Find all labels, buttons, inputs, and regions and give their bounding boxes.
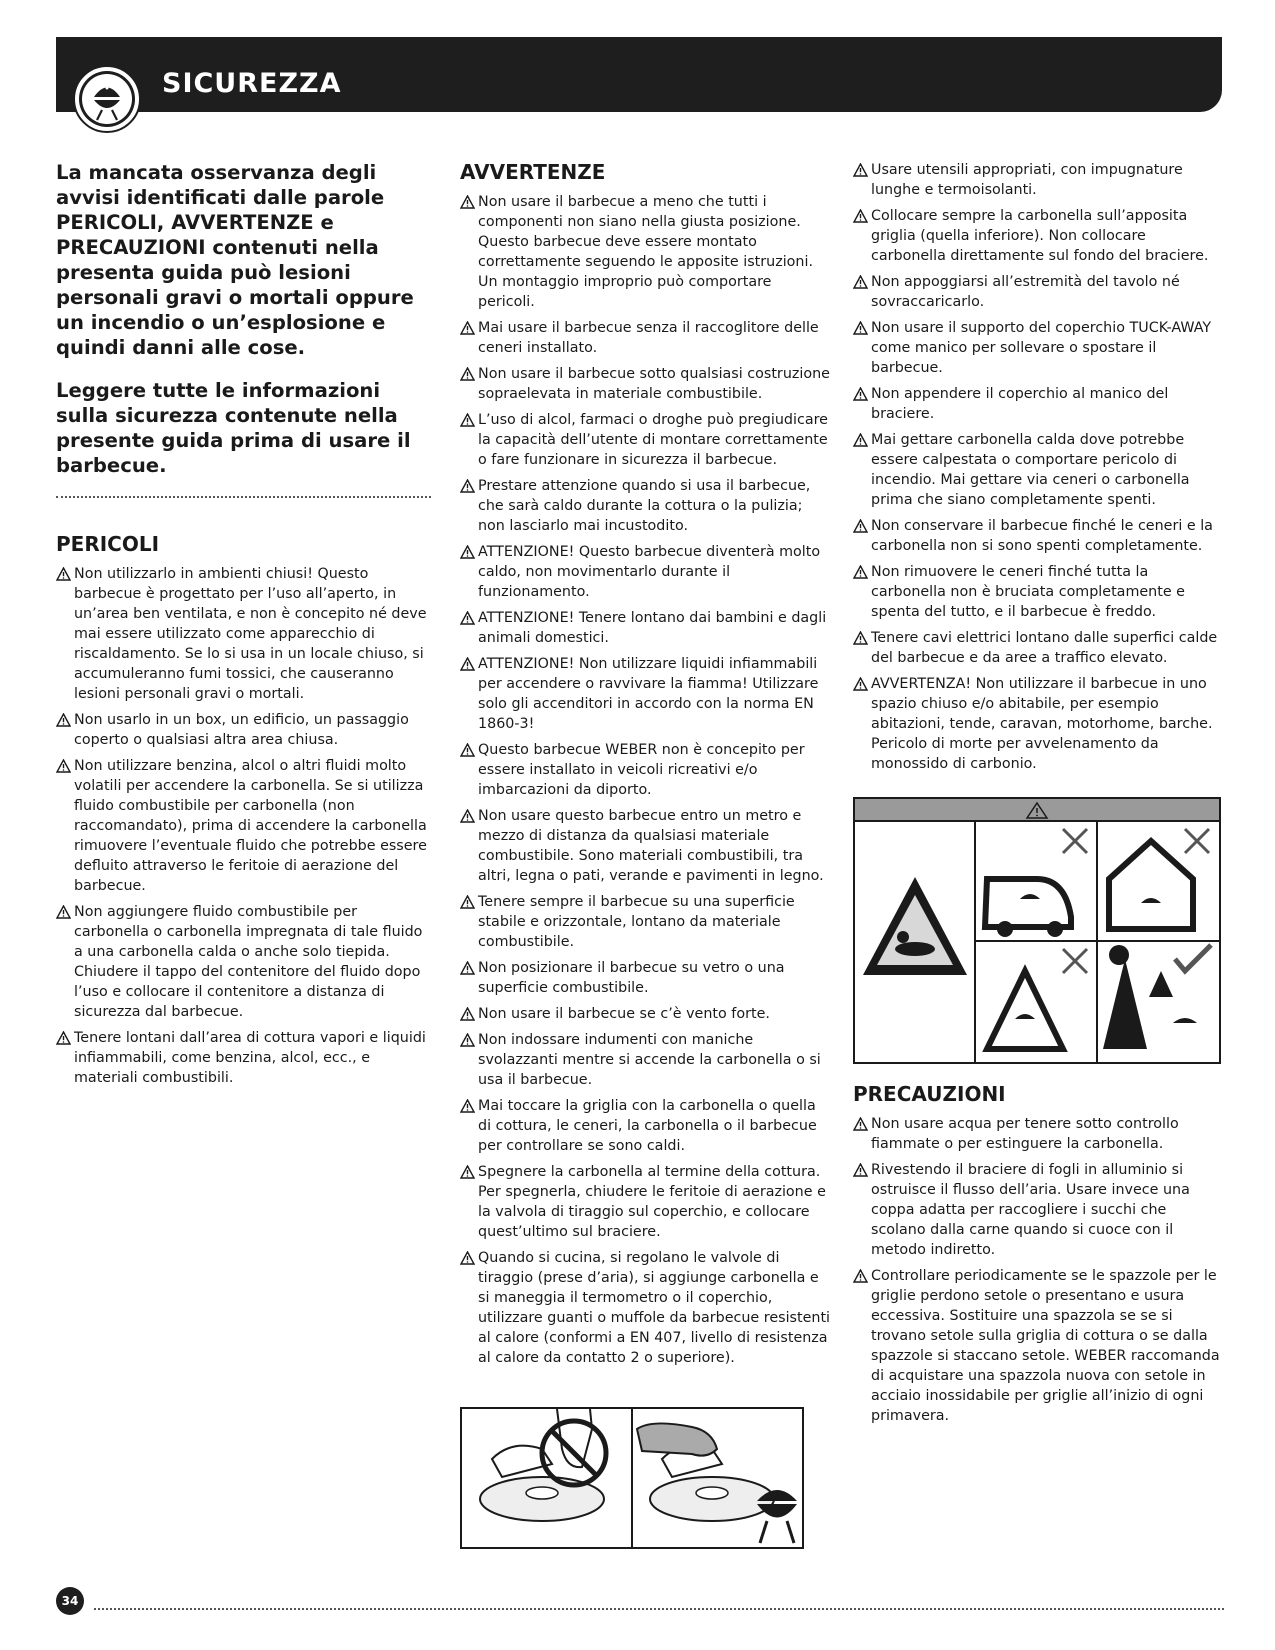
warning-item xyxy=(853,430,1225,510)
avvertenze-list xyxy=(460,192,832,1368)
warning-text: Mai usare il barbecue senza il raccoglitore delle ceneri installato. xyxy=(478,320,819,356)
warning-triangle-icon xyxy=(460,1251,475,1265)
warning-text: Mai toccare la griglia con la carbonella o quella di cottura, le ceneri, la carbonella o il barbecue per controllare se sono caldi. xyxy=(478,1098,817,1154)
warning-item xyxy=(460,318,832,358)
warning-triangle-icon xyxy=(460,743,475,757)
warning-item xyxy=(460,654,832,734)
avvertenze-continued-list xyxy=(853,160,1225,774)
warning-triangle-icon xyxy=(853,1163,868,1177)
warning-triangle-icon xyxy=(56,759,71,773)
warning-triangle-icon xyxy=(460,195,475,209)
warning-text: Collocare sempre la carbonella sull’apposita griglia (quella inferiore). Non collocare carbonella direttamente sul fondo del braciere. xyxy=(871,208,1209,264)
warning-item xyxy=(853,516,1225,556)
warning-item xyxy=(853,272,1225,312)
warning-triangle-icon xyxy=(853,631,868,645)
warning-item xyxy=(853,1266,1225,1426)
warning-text: L’uso di alcol, farmaci o droghe può pregiudicare la capacità dell’utente di montare correttamente o fare funzionare in sicurezza il barbecue. xyxy=(478,412,828,468)
warning-text: Tenere lontani dall’area di cottura vapori e liquidi infiammabili, come benzina, alcol, ecc., e materiali combustibili. xyxy=(74,1030,426,1086)
precauzioni-heading: PRECAUZIONI xyxy=(853,1082,1006,1106)
warning-triangle-icon xyxy=(853,275,868,289)
warning-triangle-icon xyxy=(460,479,475,493)
cross-icon xyxy=(1063,949,1087,973)
warning-item xyxy=(460,1004,832,1024)
warning-item xyxy=(853,206,1225,266)
warning-text: Non utilizzare benzina, alcol o altri fluidi molto volatili per accendere la carbonella. Se si utilizza fluido combustibile per carbonella (non raccomandato), prima di accendere la carbonella rimuovere l’eventuale fluido che potrebbe essere defluito attraverso le feritoie di aerazione del barbecue. xyxy=(74,758,427,894)
camper-van-icon xyxy=(985,879,1071,937)
grill-logo-icon xyxy=(72,64,142,134)
warning-triangle-icon xyxy=(460,809,475,823)
warning-triangle-icon xyxy=(853,209,868,223)
warning-triangle-icon xyxy=(56,567,71,581)
warning-triangle-icon xyxy=(853,321,868,335)
warning-triangle-icon xyxy=(460,961,475,975)
warning-triangle-icon xyxy=(460,895,475,909)
column-middle xyxy=(460,160,832,1374)
enclosed-space-pictogram xyxy=(853,797,1221,1064)
warning-text: Non usare il barbecue sotto qualsiasi costruzione sopraelevata in materiale combustibile. xyxy=(478,366,830,402)
warning-item xyxy=(853,562,1225,622)
warning-text: ATTENZIONE! Tenere lontano dai bambini e dagli animali domestici. xyxy=(478,610,827,646)
page-title: SICUREZZA xyxy=(162,68,342,99)
warning-text: Non indossare indumenti con maniche svolazzanti mentre si accende la carbonella o si usa il barbecue. xyxy=(478,1032,821,1088)
warning-item xyxy=(460,192,832,312)
warning-item xyxy=(460,1162,832,1242)
gloved-hand-lid-icon xyxy=(637,1423,774,1521)
warning-text: Non usare questo barbecue entro un metro e mezzo di distanza da qualsiasi materiale combustibile. Sono materiali combustibili, tra altri, legna o pati, verande e pavimenti in legno. xyxy=(478,808,824,884)
cross-icon xyxy=(1063,829,1087,853)
footer-divider xyxy=(94,1608,1224,1610)
warning-item xyxy=(460,1030,832,1090)
warning-text: Quando si cucina, si regolano le valvole di tiraggio (prese d’aria), si aggiunge carbonella e si maneggia il termometro o il coperchio, utilizzare guanti o muffole da barbecue resistenti al calore (conformi a EN 407, livello di resistenza al calore da contatto 2 o superiore). xyxy=(478,1250,831,1366)
warning-triangle-icon xyxy=(460,1165,475,1179)
warning-item xyxy=(853,628,1225,668)
precauzioni-section xyxy=(853,1082,1225,1432)
warning-text: Non appoggiarsi all’estremità del tavolo né sovraccaricarlo. xyxy=(871,274,1180,310)
column-right xyxy=(853,160,1225,780)
warning-text: Non posizionare il barbecue su vetro o una superficie combustibile. xyxy=(478,960,785,996)
warning-text: Non appendere il coperchio al manico del braciere. xyxy=(871,386,1169,422)
warning-text: Non usarlo in un box, un edificio, un passaggio coperto o qualsiasi altra area chiusa. xyxy=(74,712,409,748)
warning-text: Non conservare il barbecue finché le ceneri e la carbonella non si sono spenti completamente. xyxy=(871,518,1213,554)
warning-text: Controllare periodicamente se le spazzole per le griglie perdono setole o presentano e usura eccessiva. Sostituire una spazzola se se si trovano setole sulla griglia di cottura o se dalla spazzole si staccano setole. WEBER raccomanda di acquistare una spazzola nuova con setole in acciaio inossidabile per griglie all’inizio di ogni primavera. xyxy=(871,1268,1220,1424)
warning-text: ATTENZIONE! Questo barbecue diventerà molto caldo, non movimentarlo durante il funzionamento. xyxy=(478,544,821,600)
warning-item xyxy=(853,1160,1225,1260)
warning-item xyxy=(460,410,832,470)
warning-text: Rivestendo il braciere di fogli in alluminio si ostruisce il flusso dell’aria. Usare invece una coppa adatta per raccogliere i succhi che scolano dalla carne quando si cuoce con il metodo indiretto. xyxy=(871,1162,1190,1258)
warning-triangle-icon xyxy=(460,367,475,381)
warning-triangle-icon xyxy=(460,1099,475,1113)
warning-item xyxy=(853,160,1225,200)
cross-icon xyxy=(1185,829,1209,853)
warning-item xyxy=(460,806,832,886)
warning-triangle-icon xyxy=(853,1117,868,1131)
warning-item xyxy=(56,710,431,750)
warning-triangle-icon xyxy=(853,1269,868,1283)
warning-item xyxy=(460,542,832,602)
warning-text: Non rimuovere le ceneri finché tutta la carbonella non è bruciata completamente e spenta del tutto, e il barbecue è freddo. xyxy=(871,564,1185,620)
warning-triangle-icon xyxy=(460,657,475,671)
house-icon xyxy=(1109,841,1193,929)
warning-triangle-icon xyxy=(460,545,475,559)
warning-text: Non usare il barbecue se c’è vento forte. xyxy=(478,1006,770,1022)
warning-text: Tenere cavi elettrici lontano dalle superfici calde del barbecue e da aree a traffico elevato. xyxy=(871,630,1218,666)
warning-text: Non utilizzarlo in ambienti chiusi! Questo barbecue è progettato per l’uso all’aperto, in un’area ben ventilata, e non è concepito né deve mai essere utilizzato come apparecchio di riscaldamento. Se lo si usa in un locale chiuso, si accumuleranno fumi tossici, che causeranno lesioni personali gravi o mortali. xyxy=(74,566,427,702)
warning-text: ATTENZIONE! Non utilizzare liquidi infiammabili per accendere o ravvivare la fiamma! Utilizzare solo gli accenditori in accordo con la norma EN 1860-3! xyxy=(478,656,819,732)
warning-item xyxy=(56,1028,431,1088)
warning-triangle-icon xyxy=(853,387,868,401)
warning-item xyxy=(460,608,832,648)
warning-item xyxy=(460,958,832,998)
warning-item xyxy=(853,318,1225,378)
warning-item xyxy=(56,564,431,704)
warning-item xyxy=(460,1248,832,1368)
warning-triangle-icon xyxy=(460,321,475,335)
column-left xyxy=(56,160,431,1094)
warning-item xyxy=(460,892,832,952)
warning-text: Prestare attenzione quando si usa il barbecue, che sarà caldo durante la cottura o la pulizia; non lasciarlo mai incustodito. xyxy=(478,478,811,534)
outdoor-trees-icon xyxy=(1103,945,1197,1049)
warning-triangle-icon xyxy=(853,163,868,177)
warning-item xyxy=(853,1114,1225,1154)
intro-read-paragraph: Leggere tutte le informazioni sulla sicurezza contenute nella presente guida prima di usare il barbecue. xyxy=(56,379,411,477)
pericoli-list xyxy=(56,564,431,1088)
warning-text: Tenere sempre il barbecue su una superficie stabile e orizzontale, lontano da materiale combustibile. xyxy=(478,894,795,950)
warning-text: AVVERTENZA! Non utilizzare il barbecue in uno spazio chiuso e/o abitabile, per esempio abitazioni, tende, caravan, motorhome, barche. Pericolo di morte per avvelenamento da monossido di carbonio. xyxy=(871,676,1213,772)
warning-item xyxy=(460,1096,832,1156)
warning-item xyxy=(853,674,1225,774)
warning-triangle-icon xyxy=(56,1031,71,1045)
warning-triangle-icon xyxy=(853,519,868,533)
warning-triangle-icon xyxy=(460,611,475,625)
kettle-grill-icon xyxy=(757,1490,797,1543)
warning-triangle-icon xyxy=(853,677,868,691)
warning-text: Non usare il barbecue a meno che tutti i componenti non siano nella giusta posizione. Questo barbecue deve essere montato correttamente seguendo le apposite istruzioni. Un montaggio improprio può comportare pericoli. xyxy=(478,194,814,310)
warning-item xyxy=(853,384,1225,424)
co-poisoning-warning-icon xyxy=(863,877,967,975)
intro-warning-paragraph: La mancata osservanza degli avvisi identificati dalle parole PERICOLI, AVVERTENZE e PRECAUZIONI contenuti nella presenta guida può lesioni personali gravi o mortali oppure un incendio o un’esplosione e quindi danni alle cose. xyxy=(56,161,414,359)
warning-text: Non usare il supporto del coperchio TUCK-AWAY come manico per sollevare o spostare il barbecue. xyxy=(871,320,1212,376)
warning-triangle-icon xyxy=(853,565,868,579)
avvertenze-heading: AVVERTENZE xyxy=(460,160,606,184)
tent-icon xyxy=(987,971,1063,1049)
lid-handling-illustration xyxy=(460,1407,804,1549)
warning-text: Non usare acqua per tenere sotto controllo fiammate o per estinguere la carbonella. xyxy=(871,1116,1179,1152)
warning-text: Spegnere la carbonella al termine della cottura. Per spegnerla, chiudere le feritoie di aerazione e la valvola di tiraggio sul coperchio, e collocare quest’ultimo sul braciere. xyxy=(478,1164,826,1240)
pericoli-heading: PERICOLI xyxy=(56,532,160,556)
warning-item xyxy=(460,740,832,800)
warning-triangle-icon xyxy=(56,905,71,919)
warning-triangle-icon xyxy=(460,1007,475,1021)
precauzioni-list xyxy=(853,1114,1225,1426)
warning-text: Non aggiungere fluido combustibile per carbonella o carbonella impregnata di tale fluido a una carbonella calda o anche solo tiepida. Chiudere il tappo del contenitore del fluido dopo l’uso e collocare il contenitore a distanza di sicurezza dal barbecue. xyxy=(74,904,423,1020)
checkmark-icon xyxy=(1175,945,1211,971)
warning-item xyxy=(56,902,431,1022)
warning-text: Usare utensili appropriati, con impugnature lunghe e termoisolanti. xyxy=(871,162,1183,198)
warning-item xyxy=(460,364,832,404)
warning-triangle-icon xyxy=(56,713,71,727)
warning-triangle-icon xyxy=(460,1033,475,1047)
warning-triangle-icon xyxy=(853,433,868,447)
warning-triangle-icon xyxy=(460,413,475,427)
warning-item xyxy=(460,476,832,536)
page-number: 34 xyxy=(56,1587,84,1615)
warning-text: Questo barbecue WEBER non è concepito per essere installato in veicoli ricreativi e/o imbarcazioni da diporto. xyxy=(478,742,805,798)
warning-item xyxy=(56,756,431,896)
warning-text: Mai gettare carbonella calda dove potrebbe essere calpestata o comportare pericolo di incendio. Mai gettare via ceneri o carbonella prima che siano completamente spenti. xyxy=(871,432,1190,508)
